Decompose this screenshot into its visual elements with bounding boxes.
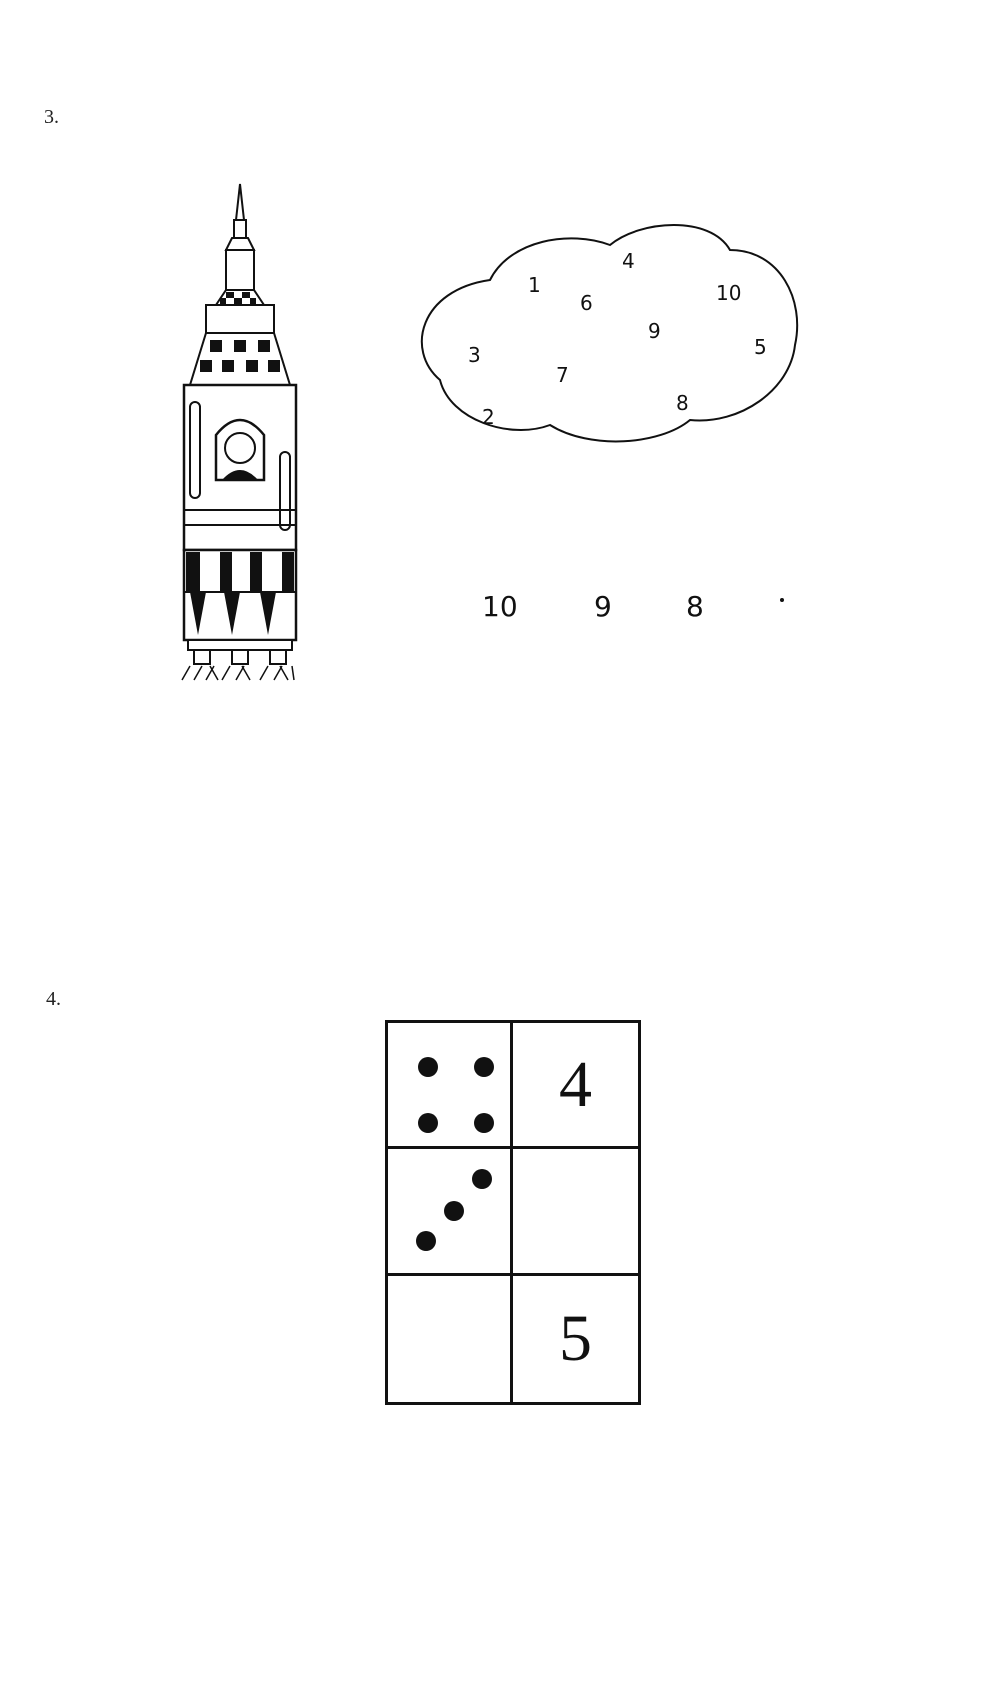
dot-number-grid [385,1020,641,1405]
dot [472,1169,492,1189]
cloud-number-2: 2 [482,405,495,429]
cloud-outline [422,225,797,441]
dot [474,1113,494,1133]
grid-cell-dots-3 [388,1149,513,1275]
number-cloud [420,220,810,480]
cloud-number-5: 5 [754,335,767,359]
dot [416,1231,436,1251]
dot [474,1057,494,1077]
task-4-number: 4. [46,988,61,1010]
grid-number-5: 5 [559,1301,592,1375]
countdown-number-8: 8 [686,590,704,623]
countdown-blank-dot [780,598,784,602]
dot [418,1113,438,1133]
cloud-number-9: 9 [648,319,661,343]
rocket-illustration [160,180,320,700]
task-3-number: 3. [44,106,59,128]
cloud-number-6: 6 [580,291,593,315]
countdown-number-10: 10 [482,590,518,623]
cloud-number-10: 10 [716,281,742,305]
grid-cell-number [513,1023,638,1149]
cloud-number-8: 8 [676,391,689,415]
cloud-number-7: 7 [556,363,569,387]
cloud-number-4: 4 [622,249,635,273]
grid-cell-blank-number[interactable] [513,1149,638,1275]
grid-number-4: 4 [559,1047,592,1121]
cloud-number-1: 1 [528,273,541,297]
grid-cell-dots-4 [388,1023,513,1149]
cloud-number-3: 3 [468,343,481,367]
dot [418,1057,438,1077]
grid-cell-blank-dots[interactable] [388,1276,513,1402]
dot [444,1201,464,1221]
countdown-number-9: 9 [594,590,612,623]
grid-cell-number [513,1276,638,1402]
